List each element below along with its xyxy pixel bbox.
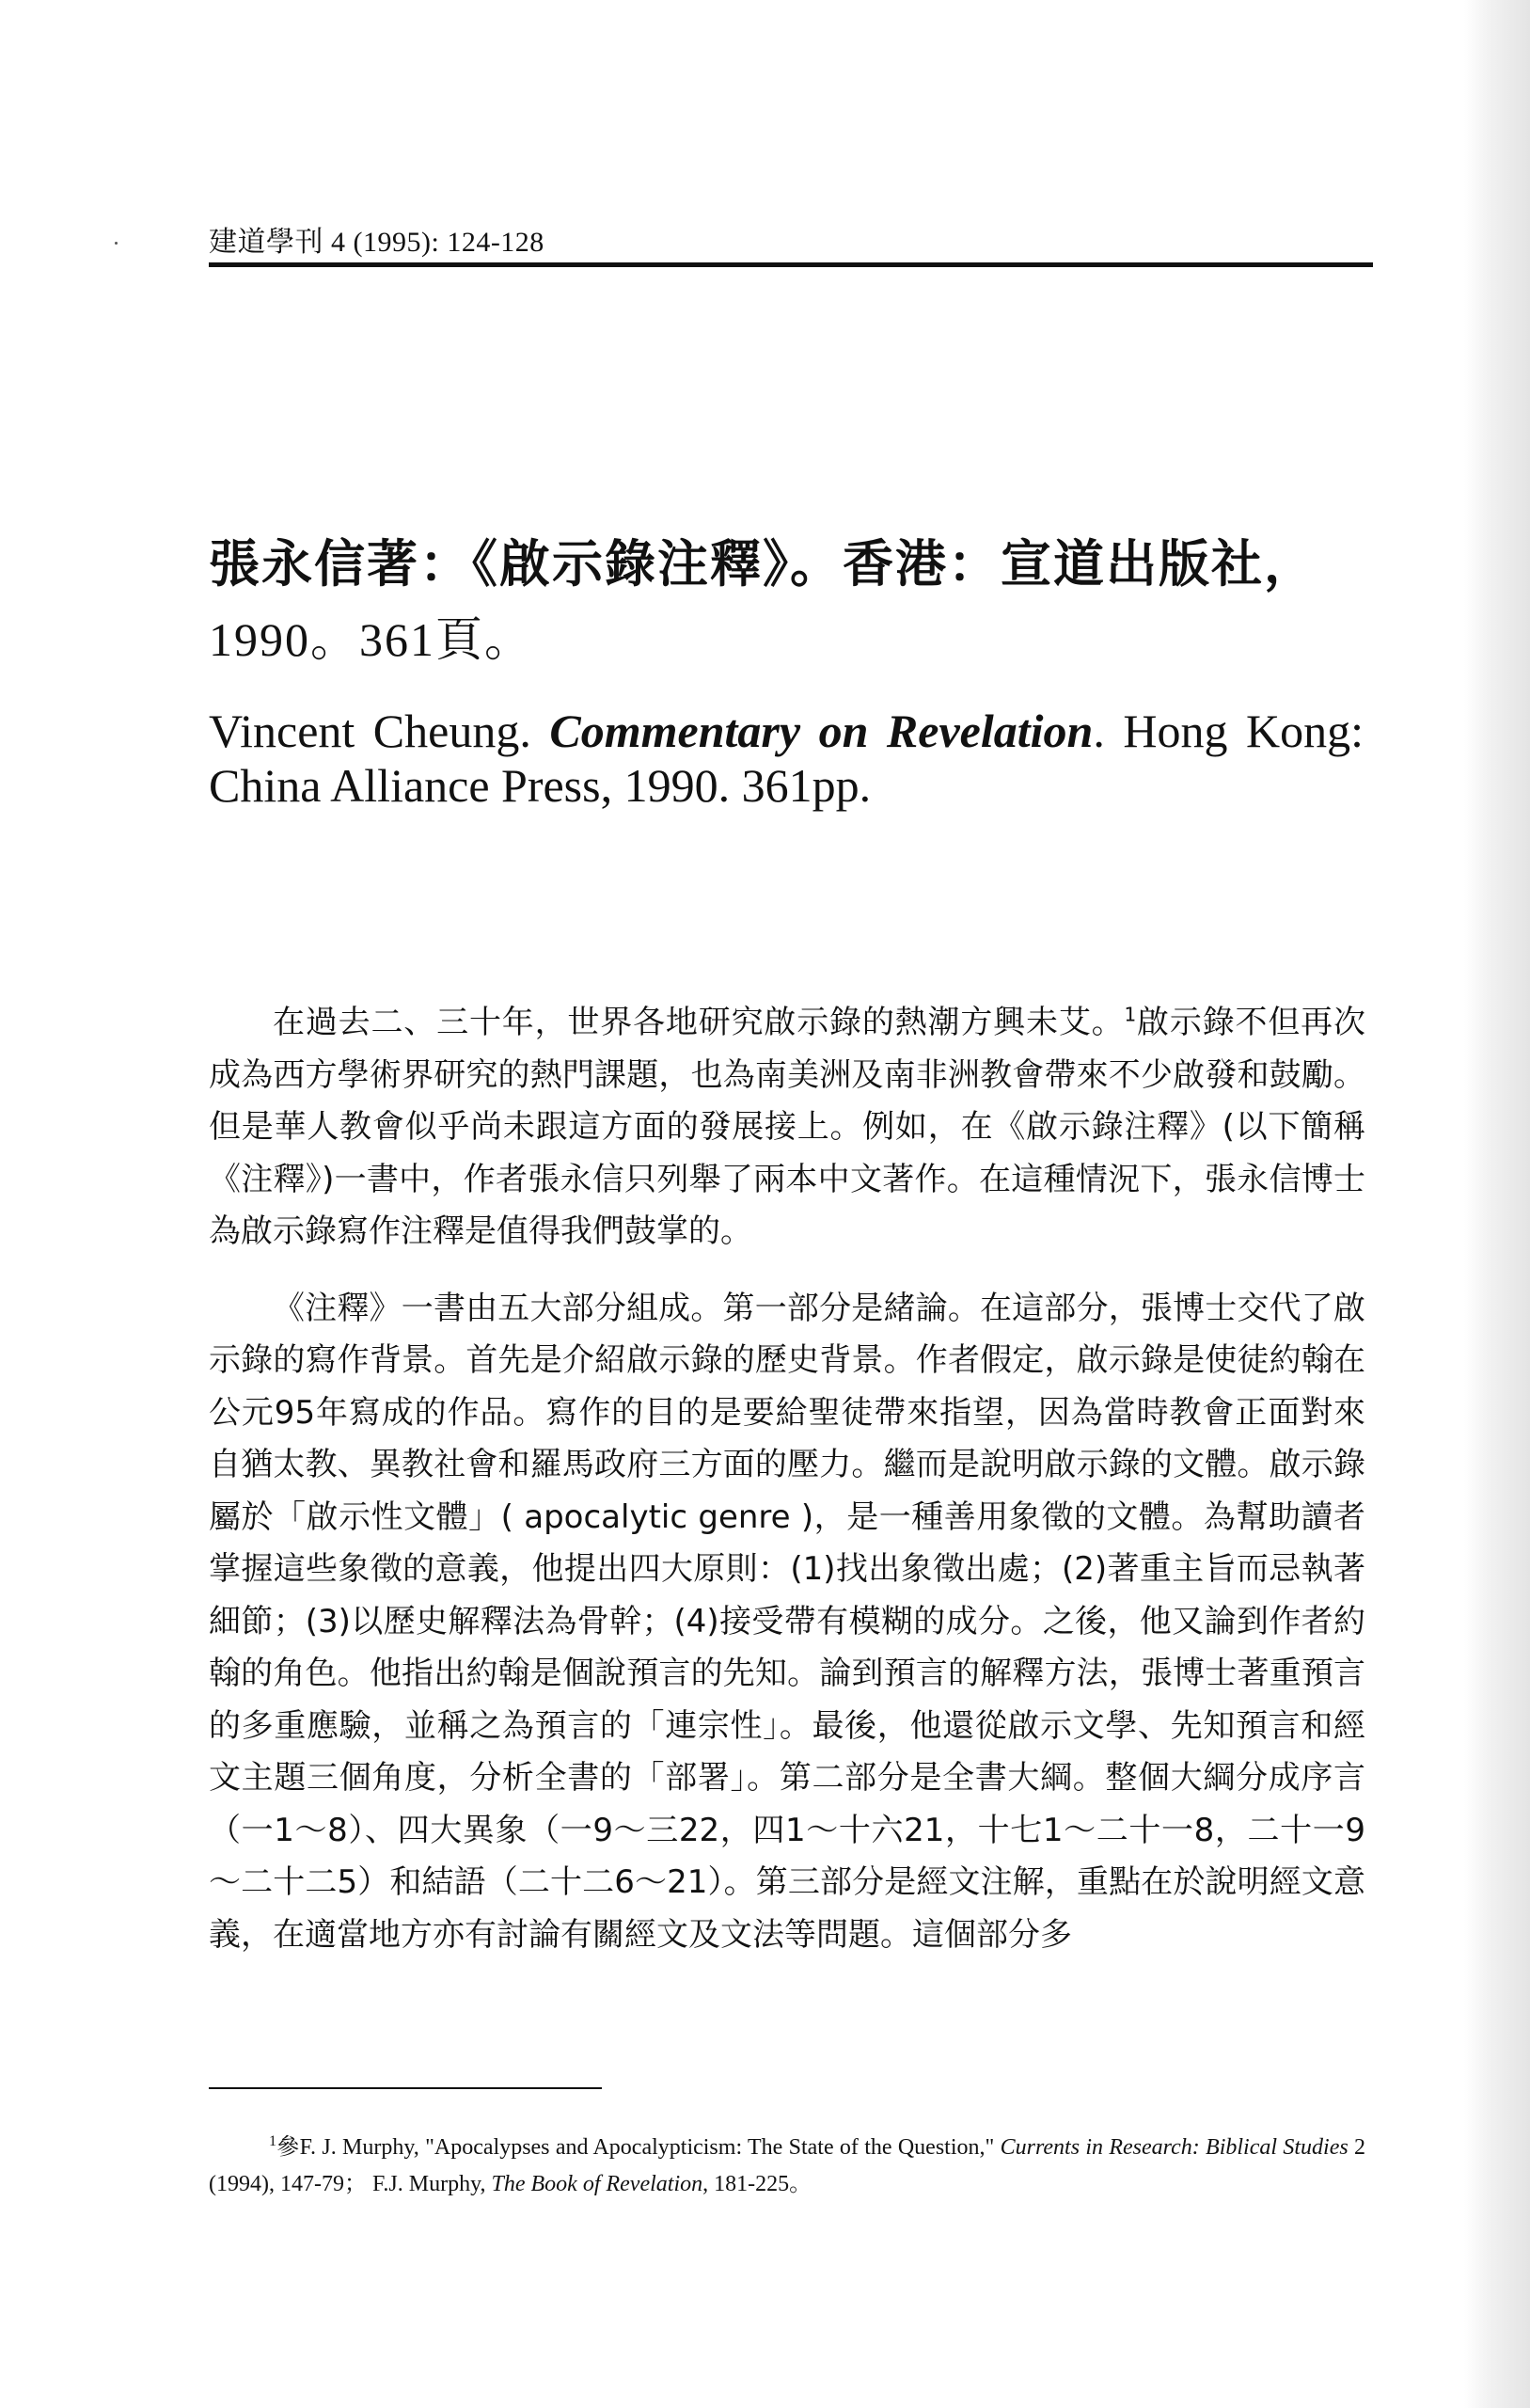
footnote-rule <box>209 2087 602 2089</box>
review-citation-english <box>209 704 1364 813</box>
footnote-mark: 1 <box>269 2133 276 2149</box>
footnote-1 <box>209 2130 1365 2203</box>
review-body <box>209 997 1365 1961</box>
citation-publisher: . Hong Kong: China Alliance Press, 1990. 361pp. <box>209 705 1364 812</box>
title-zh-line2: 1990。361頁。 <box>209 613 533 666</box>
footnote-text-b: 2 (1994), 147-79； F.J. Murphy, <box>209 2135 1365 2196</box>
footnote-reference: 1 <box>1124 1003 1137 1026</box>
header-rule <box>209 262 1373 267</box>
footnote-text-c: , 181-225。 <box>702 2172 812 2196</box>
review-title-chinese <box>209 527 1384 677</box>
footnote-text-a: 參F. J. Murphy, "Apocalypses and Apocalypticism: The State of the Question," <box>276 2135 1001 2160</box>
footnote-journal: Currents in Research: Biblical Studies <box>1000 2135 1349 2160</box>
citation-author: Vincent Cheung. <box>209 705 531 757</box>
journal-header: 建道學刊 4 (1995): 124-128 <box>209 227 544 258</box>
title-zh-line1: 張永信著：《啟示錄注釋》。香港：宣道出版社， <box>209 534 1317 594</box>
citation-book-title: Commentary on Revelation <box>549 705 1094 757</box>
p1-text-b: 啟示錄不但再次成為西方學術界研究的熱門課題，也為南美洲及南非洲教會帶來不少啟發和鼓勵。但是華人教會似乎尚未跟這方面的發展接上。例如，在《啟示錄注釋》(以下簡稱《注釋》)一書中，作者張永信只列舉了兩本中文著作。在這種情況下，張永信博士為啟示錄寫作注釋是值得我們鼓掌的。 <box>209 1004 1366 1250</box>
scan-speck <box>115 242 118 245</box>
footnote-book: The Book of Revelation <box>491 2172 703 2196</box>
p1-text-a: 在過去二、三十年，世界各地研究啟示錄的熱潮方興未艾。 <box>273 1004 1125 1041</box>
page-edge-shadow <box>1464 0 1530 2408</box>
paragraph-2: 《注釋》一書由五大部分組成。第一部分是緒論。在這部分，張博士交代了啟示錄的寫作背景。首先是介紹啟示錄的歷史背景。作者假定，啟示錄是使徒約翰在公元95年寫成的作品。寫作的目的是要給聖徒帶來指望，因為當時教會正面對來自猶太教、異教社會和羅馬政府三方面的壓力。繼而是說明啟示錄的文體。啟示錄屬於「啟示性文體」( apocalytic genre )，是一種善用象徵的文體。為幫助讀者掌握這些象徵的意義，他提出四大原則：(1)找出象徵出處；(2)著重主旨而忌執著細節；(3)以歷史解釋法為骨幹；(4)接受帶有模糊的成分。之後，他又論到作者約翰的角色。他指出約翰是個說預言的先知。論到預言的解釋方法，張博士著重預言的多重應驗，並稱之為預言的「連宗性」。最後，他還從啟示文學、先知預言和經文主題三個角度，分析全書的「部署」。第二部分是全書大綱。整個大綱分成序言（一1～8）、四大異象（一9～三22，四1～十六21，十七1～二十一8，二十一9～二十二5）和結語（二十二6～21）。第三部分是經文注解，重點在於說明經文意義，在適當地方亦有討論有關經文及文法等問題。這個部分多 <box>209 1289 1365 1954</box>
paragraph-1 <box>209 997 1365 1259</box>
